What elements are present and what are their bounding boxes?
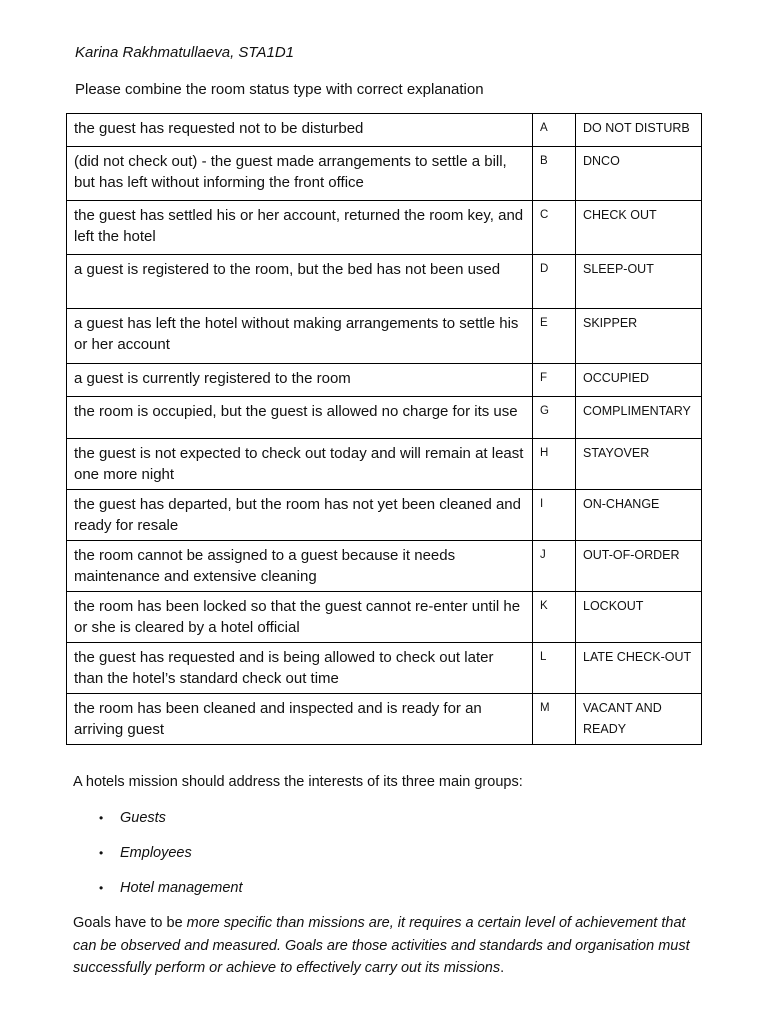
list-item-label: Hotel management [120, 880, 243, 896]
letter-cell: M [533, 694, 576, 745]
list-item-label: Employees [120, 845, 192, 861]
bullet-icon: • [99, 811, 104, 825]
explanation-cell: (did not check out) - the guest made arrangements to settle a bill, but has left without informing the front office [67, 147, 533, 201]
table-row [67, 147, 702, 201]
status-cell: SLEEP-OUT [576, 255, 702, 309]
letter-cell: A [533, 114, 576, 147]
goals-lead: Goals have to be [73, 915, 187, 931]
explanation-cell: a guest is registered to the room, but the bed has not been used [67, 255, 533, 309]
explanation-cell: the guest is not expected to check out today and will remain at least one more night [67, 439, 533, 490]
letter-cell: H [533, 439, 576, 490]
explanation-cell: the room has been locked so that the guest cannot re-enter until he or she is cleared by a hotel official [67, 592, 533, 643]
goals-rest: more specific than missions are, it requires a certain level of achievement that can be observed and measured. Goals are those activities and standards and organisation must successfully perform or achieve to effectively carry out its missions [73, 915, 690, 976]
table-row [67, 255, 702, 309]
letter-cell: D [533, 255, 576, 309]
table-row [67, 309, 702, 364]
goals-paragraph [73, 912, 703, 980]
status-cell: OCCUPIED [576, 364, 702, 397]
status-cell: LOCKOUT [576, 592, 702, 643]
instruction-text: Please combine the room status type with correct explanation [75, 81, 484, 98]
status-cell: VACANT AND READY [576, 694, 702, 745]
author-line: Karina Rakhmatullaeva, STA1D1 [75, 44, 294, 61]
letter-cell: E [533, 309, 576, 364]
explanation-cell: a guest is currently registered to the room [67, 364, 533, 397]
list-item [73, 843, 243, 878]
explanation-cell: the room has been cleaned and inspected and is ready for an arriving guest [67, 694, 533, 745]
table-row [67, 364, 702, 397]
bullet-icon: • [99, 881, 104, 895]
explanation-cell: the guest has settled his or her account, returned the room key, and left the hotel [67, 201, 533, 255]
list-item [73, 808, 243, 843]
letter-cell: F [533, 364, 576, 397]
status-cell: CHECK OUT [576, 201, 702, 255]
table-row [67, 397, 702, 439]
goals-end: . [500, 960, 505, 976]
status-cell: OUT-OF-ORDER [576, 541, 702, 592]
table-row [67, 439, 702, 490]
status-cell: COMPLIMENTARY [576, 397, 702, 439]
letter-cell: J [533, 541, 576, 592]
status-cell: DNCO [576, 147, 702, 201]
list-item-label: Guests [120, 810, 166, 826]
explanation-cell: the guest has requested and is being allowed to check out later than the hotel’s standard check out time [67, 643, 533, 694]
status-cell: STAYOVER [576, 439, 702, 490]
table-row [67, 694, 702, 745]
explanation-cell: a guest has left the hotel without making arrangements to settle his or her account [67, 309, 533, 364]
groups-list [73, 808, 243, 913]
table-row [67, 541, 702, 592]
status-cell: LATE CHECK-OUT [576, 643, 702, 694]
letter-cell: K [533, 592, 576, 643]
mission-text: A hotels mission should address the interests of its three main groups: [73, 774, 523, 790]
list-item [73, 878, 243, 913]
bullet-icon: • [99, 846, 104, 860]
explanation-cell: the guest has departed, but the room has not yet been cleaned and ready for resale [67, 490, 533, 541]
letter-cell: B [533, 147, 576, 201]
room-status-table [66, 113, 702, 745]
letter-cell: G [533, 397, 576, 439]
explanation-cell: the room cannot be assigned to a guest because it needs maintenance and extensive cleaning [67, 541, 533, 592]
explanation-cell: the room is occupied, but the guest is allowed no charge for its use [67, 397, 533, 439]
status-cell: DO NOT DISTURB [576, 114, 702, 147]
table-row [67, 201, 702, 255]
letter-cell: I [533, 490, 576, 541]
status-cell: SKIPPER [576, 309, 702, 364]
status-cell: ON-CHANGE [576, 490, 702, 541]
table-row [67, 114, 702, 147]
explanation-cell: the guest has requested not to be disturbed [67, 114, 533, 147]
table-row [67, 643, 702, 694]
letter-cell: C [533, 201, 576, 255]
table-row [67, 490, 702, 541]
letter-cell: L [533, 643, 576, 694]
table-row [67, 592, 702, 643]
